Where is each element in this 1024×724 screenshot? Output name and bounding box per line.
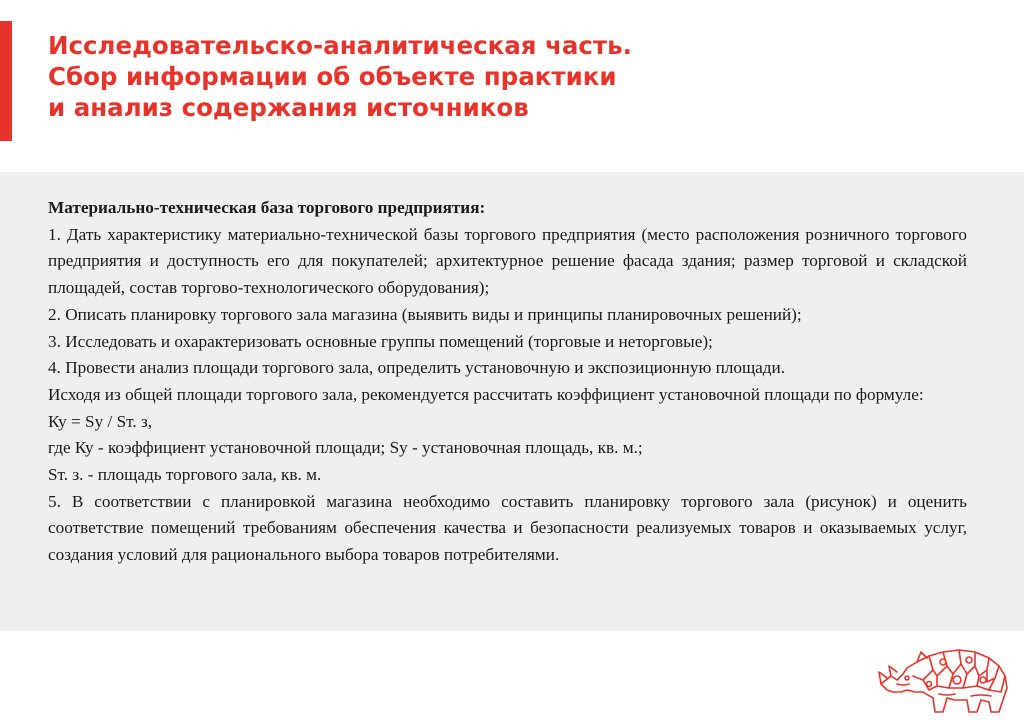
rhino-logo-icon: [877, 640, 1011, 716]
paragraph: 2. Описать планировку торгового зала магазина (выявить виды и принципы планировочных решений);: [48, 304, 802, 324]
body-text: [48, 195, 967, 569]
title-line: и анализ содержания источников: [48, 93, 529, 122]
paragraph: 4. Провести анализ площади торгового зала, определить установочную и экспозиционную площади.: [48, 358, 786, 378]
paragraph: Исходя из общей площади торгового зала, рекомендуется рассчитать коэффициент установочной площади по формуле:: [48, 384, 924, 404]
title-line: Сбор информации об объекте практики: [48, 62, 617, 91]
formula-legend: Sт. з. - площадь торгового зала, кв. м.: [48, 465, 322, 485]
paragraph: 5. В соответствии с планировкой магазина необходимо составить планировку торгового зала (рисунок) и оценить соответствие помещений требованиям обеспечения качества и безопасности реализуемых товаров и оказываемых услуг, создания условий для рационального выбора товаров потребителями.: [48, 491, 967, 565]
section-heading: Материально-техническая база торгового предприятия:: [48, 198, 486, 217]
page-title: [48, 30, 988, 123]
paragraph: 1. Дать характеристику материально-технической базы торгового предприятия (место расположения розничного торгового предприятия и доступность его для покупателей; архитектурное решение фасада здания; размер торговой и складской площадей, состав торгово-технологического оборудования);: [48, 224, 967, 298]
formula-legend: где Ку - коэффициент установочной площади; Sу - установочная площадь, кв. м.;: [48, 438, 643, 458]
paragraph: 3. Исследовать и охарактеризовать основные группы помещений (торговые и неторговые);: [48, 331, 713, 351]
formula: Ку = Sу / Sт. з,: [48, 411, 153, 431]
title-line: Исследовательско-аналитическая часть.: [48, 31, 632, 60]
accent-bar: [0, 21, 12, 141]
